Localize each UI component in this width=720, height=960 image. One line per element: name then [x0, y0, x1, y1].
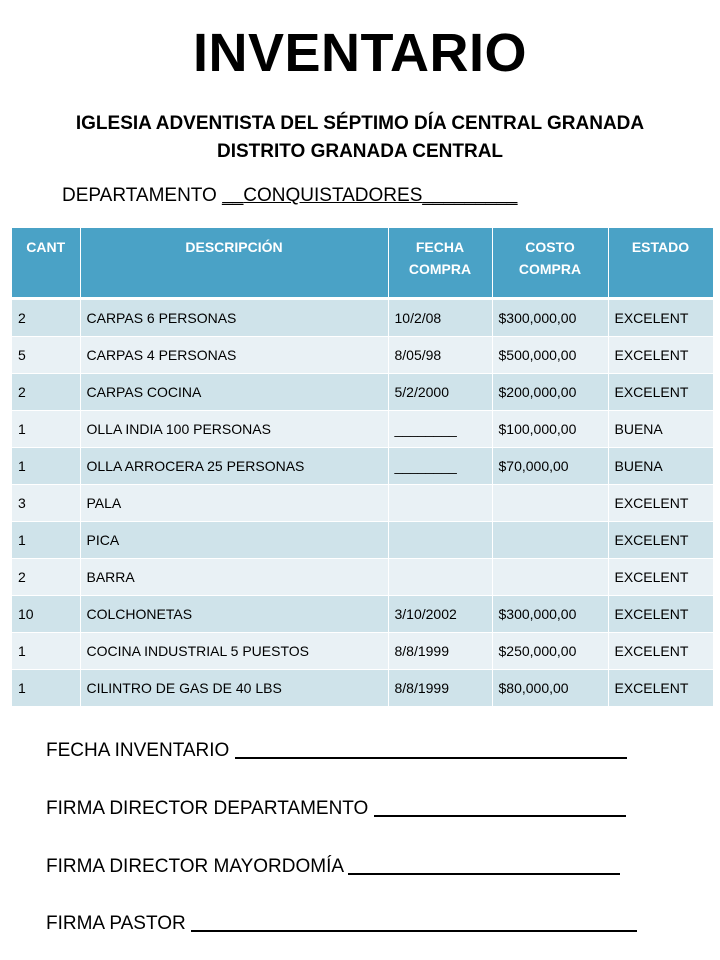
table-row [12, 485, 713, 522]
cell-fecha-compra: 8/05/98 [388, 337, 492, 374]
department-blank-suffix: _________ [422, 185, 518, 206]
table-row [12, 299, 713, 337]
cell-descripcion: CARPAS COCINA [80, 374, 388, 411]
cell-descripcion: COLCHONETAS [80, 596, 388, 633]
department-label: DEPARTAMENTO [62, 185, 223, 206]
header-fecha-compra: FECHA COMPRA [388, 228, 492, 299]
cell-descripcion: CARPAS 4 PERSONAS [80, 337, 388, 374]
department-blank-prefix: __ [222, 185, 244, 206]
cell-cant: 2 [12, 559, 80, 596]
cell-fecha-compra: 8/8/1999 [388, 670, 492, 707]
header-estado: ESTADO [608, 228, 713, 299]
table-row [12, 448, 713, 485]
cell-fecha-compra: 3/10/2002 [388, 596, 492, 633]
cell-cant: 1 [12, 522, 80, 559]
cell-fecha-compra: 8/8/1999 [388, 633, 492, 670]
fecha-inventario-label: FECHA INVENTARIO [46, 740, 235, 761]
firma-pastor-label: FIRMA PASTOR [46, 913, 191, 934]
cell-estado: EXCELENT [608, 299, 713, 337]
cell-costo-compra: $70,000,00 [492, 448, 608, 485]
firma-director-mayordomia-label: FIRMA DIRECTOR MAYORDOMÍA [46, 856, 349, 877]
cell-estado: EXCELENT [608, 485, 713, 522]
cell-costo-compra: $300,000,00 [492, 299, 608, 337]
header-descripcion: DESCRIPCIÓN [80, 228, 388, 299]
church-name: IGLESIA ADVENTISTA DEL SÉPTIMO DÍA CENTRAL GRANADA [75, 113, 645, 134]
firma-director-mayordomia-blank [348, 853, 620, 875]
page-title: INVENTARIO [192, 23, 527, 83]
cell-costo-compra: $300,000,00 [492, 596, 608, 633]
department-line [62, 182, 517, 210]
firma-pastor-line [46, 910, 637, 935]
department-value: CONQUISTADORES [243, 185, 423, 206]
cell-estado: EXCELENT [608, 337, 713, 374]
cell-costo-compra [492, 485, 608, 522]
cell-estado: EXCELENT [608, 670, 713, 707]
table-row [12, 411, 713, 448]
cell-descripcion: OLLA INDIA 100 PERSONAS [80, 411, 388, 448]
cell-fecha-compra: ________ [388, 448, 492, 485]
cell-cant: 1 [12, 411, 80, 448]
cell-descripcion: BARRA [80, 559, 388, 596]
cell-cant: 5 [12, 337, 80, 374]
table-row [12, 374, 713, 411]
firma-director-departamento-blank [374, 795, 626, 817]
table-row [12, 633, 713, 670]
cell-fecha-compra [388, 522, 492, 559]
cell-descripcion: CARPAS 6 PERSONAS [80, 299, 388, 337]
cell-costo-compra: $500,000,00 [492, 337, 608, 374]
table-row [12, 337, 713, 374]
cell-fecha-compra: ________ [388, 411, 492, 448]
table-row [12, 670, 713, 707]
cell-cant: 1 [12, 633, 80, 670]
district-name: DISTRITO GRANADA CENTRAL [216, 141, 504, 162]
inventory-table [12, 228, 714, 707]
header-cant: CANT [12, 228, 80, 299]
firma-pastor-blank [191, 910, 637, 932]
header-costo-compra: COSTO COMPRA [492, 228, 608, 299]
table-header-row [12, 228, 713, 299]
cell-fecha-compra [388, 559, 492, 596]
cell-cant: 2 [12, 374, 80, 411]
cell-descripcion: PICA [80, 522, 388, 559]
cell-costo-compra: $100,000,00 [492, 411, 608, 448]
firma-director-mayordomia-line [46, 853, 620, 878]
cell-descripcion: PALA [80, 485, 388, 522]
firma-director-departamento-line [46, 795, 626, 820]
cell-cant: 10 [12, 596, 80, 633]
cell-costo-compra [492, 559, 608, 596]
fecha-inventario-line [46, 737, 627, 762]
cell-fecha-compra: 10/2/08 [388, 299, 492, 337]
cell-costo-compra: $80,000,00 [492, 670, 608, 707]
cell-descripcion: COCINA INDUSTRIAL 5 PUESTOS [80, 633, 388, 670]
cell-descripcion: CILINTRO DE GAS DE 40 LBS [80, 670, 388, 707]
cell-estado: EXCELENT [608, 559, 713, 596]
cell-cant: 1 [12, 670, 80, 707]
cell-estado: BUENA [608, 411, 713, 448]
fecha-inventario-blank [235, 737, 627, 759]
cell-descripcion: OLLA ARROCERA 25 PERSONAS [80, 448, 388, 485]
cell-estado: BUENA [608, 448, 713, 485]
firma-director-departamento-label: FIRMA DIRECTOR DEPARTAMENTO [46, 798, 374, 819]
cell-estado: EXCELENT [608, 522, 713, 559]
cell-cant: 3 [12, 485, 80, 522]
cell-estado: EXCELENT [608, 374, 713, 411]
table-row [12, 559, 713, 596]
cell-cant: 1 [12, 448, 80, 485]
cell-costo-compra [492, 522, 608, 559]
cell-estado: EXCELENT [608, 596, 713, 633]
cell-estado: EXCELENT [608, 633, 713, 670]
cell-cant: 2 [12, 299, 80, 337]
table-row [12, 596, 713, 633]
cell-costo-compra: $250,000,00 [492, 633, 608, 670]
subtitle [0, 110, 720, 166]
cell-costo-compra: $200,000,00 [492, 374, 608, 411]
cell-fecha-compra: 5/2/2000 [388, 374, 492, 411]
cell-fecha-compra [388, 485, 492, 522]
table-row [12, 522, 713, 559]
